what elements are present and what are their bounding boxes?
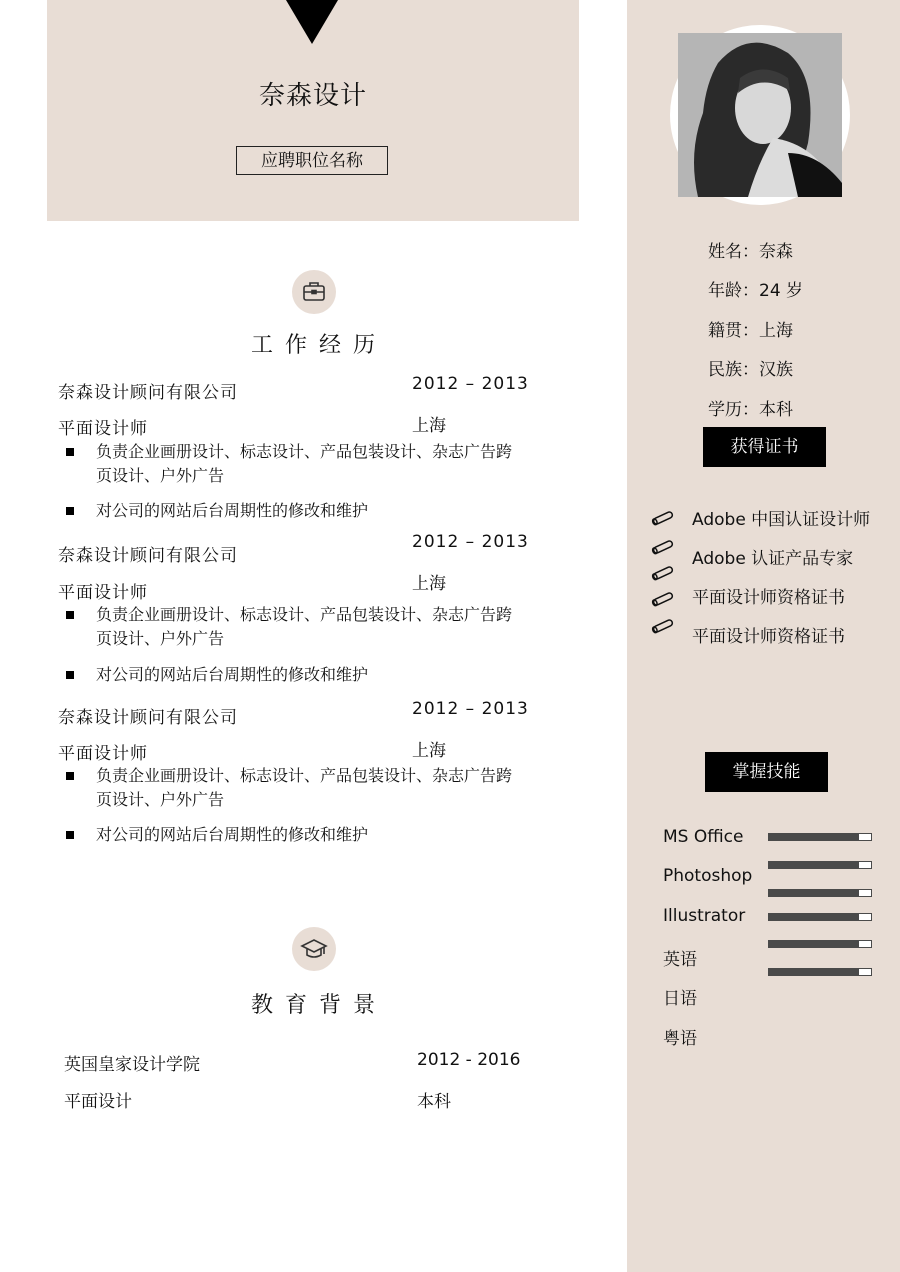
work-company: 奈森设计顾问有限公司: [58, 383, 238, 403]
work-duty: 对公司的网站后台周期性的修改和维护: [96, 825, 369, 844]
diploma-icon: [650, 616, 676, 636]
bullet-marker: [66, 671, 74, 679]
skill-label: 日语: [663, 989, 697, 1009]
work-date: 2012 – 2013: [412, 532, 529, 552]
briefcase-icon: [292, 270, 336, 314]
bullet-marker: [66, 831, 74, 839]
work-duty: 对公司的网站后台周期性的修改和维护: [96, 665, 369, 684]
skill-bar: [768, 861, 872, 869]
work-city: 上海: [412, 741, 446, 761]
diploma-icon: [650, 537, 676, 557]
skills-heading: 掌握技能: [705, 752, 828, 792]
bullet-marker: [66, 507, 74, 515]
work-company: 奈森设计顾问有限公司: [58, 546, 238, 566]
work-duty: 负责企业画册设计、标志设计、产品包装设计、杂志广告跨页设计、户外广告: [96, 766, 513, 809]
graduation-cap-icon: [292, 927, 336, 971]
certificate-item: Adobe 中国认证设计师: [692, 510, 871, 530]
skill-label: Illustrator: [663, 906, 746, 926]
skill-bar: [768, 833, 872, 841]
skill-label: Photoshop: [663, 866, 753, 886]
certificate-item: 平面设计师资格证书: [692, 588, 845, 608]
bullet-marker: [66, 611, 74, 619]
certificate-item: [692, 622, 845, 635]
diploma-icon: [650, 508, 676, 528]
work-date: 2012 – 2013: [412, 699, 529, 719]
skill-bar: [768, 889, 872, 897]
education-degree: 本科: [417, 1092, 451, 1112]
skill-bar: [768, 940, 872, 948]
work-role: 平面设计师: [58, 744, 148, 764]
profile-photo: [678, 33, 842, 197]
work-city: 上海: [412, 416, 446, 436]
profile-origin-line: 籍贯：上海: [708, 321, 793, 341]
skill-bar: [768, 968, 872, 976]
header-triangle-decoration: [286, 0, 338, 44]
education-school: 英国皇家设计学院: [64, 1055, 200, 1075]
skill-bar: [768, 913, 872, 921]
profile-name-line: 姓名：奈森: [708, 242, 793, 262]
applied-position: 应聘职位名称: [236, 146, 388, 175]
education-years: 2012 - 2016: [417, 1050, 521, 1070]
work-city: 上海: [412, 574, 446, 594]
certificate-item: Adobe 认证产品专家: [692, 549, 854, 569]
work-duty: 对公司的网站后台周期性的修改和维护: [96, 501, 369, 520]
work-company: 奈森设计顾问有限公司: [58, 708, 238, 728]
skill-label: 粤语: [663, 1029, 697, 1049]
profile-age-line: 年龄：24 岁: [708, 281, 804, 301]
work-role: 平面设计师: [58, 419, 148, 439]
work-duty: 负责企业画册设计、标志设计、产品包装设计、杂志广告跨页设计、户外广告: [96, 605, 513, 648]
profile-ethnicity-line: 民族：汉族: [708, 360, 793, 380]
work-date: 2012 – 2013: [412, 374, 529, 394]
education-major: 平面设计: [64, 1092, 132, 1112]
bullet-marker: [66, 772, 74, 780]
certificates-heading: 获得证书: [703, 427, 826, 467]
diploma-icon: [650, 589, 676, 609]
work-duty: 负责企业画册设计、标志设计、产品包装设计、杂志广告跨页设计、户外广告: [96, 442, 513, 485]
work-role: 平面设计师: [58, 583, 148, 603]
bullet-marker: [66, 448, 74, 456]
applicant-name: 奈森设计: [258, 81, 367, 111]
education-section-title: 教育背景: [250, 993, 387, 1018]
skill-label: MS Office: [663, 827, 744, 847]
skill-label: 英语: [663, 950, 697, 970]
diploma-icon: [650, 563, 676, 583]
profile-education-line: 学历：本科: [708, 400, 793, 420]
work-section-title: 工作经历: [250, 333, 387, 358]
